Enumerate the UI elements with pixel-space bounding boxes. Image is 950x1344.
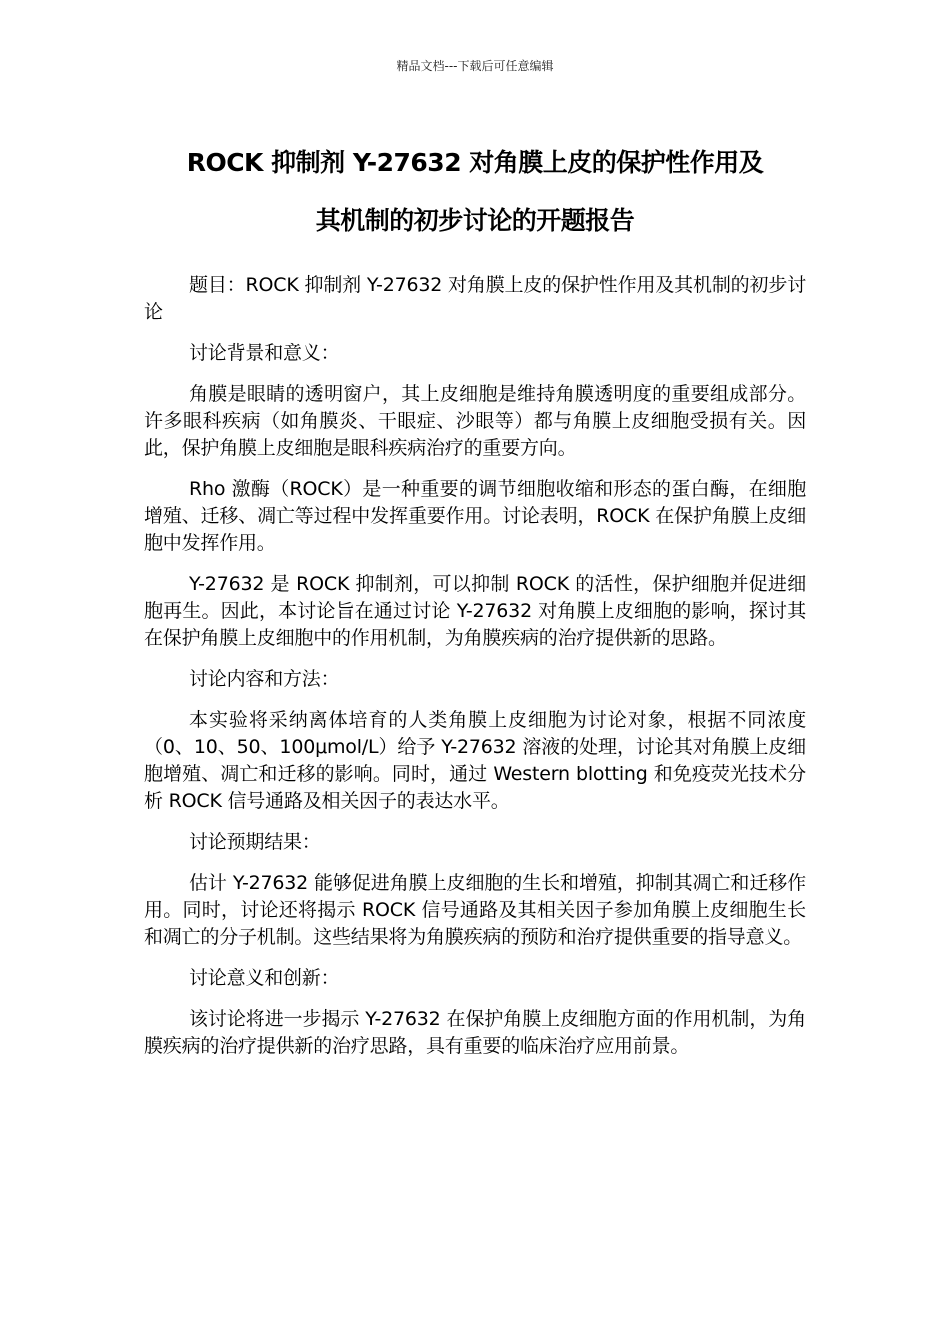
- section-heading-methods: 讨论内容和方法：: [189, 668, 340, 690]
- significance-paragraph: 该讨论将进一步揭示 Y-27632 在保护角膜上皮细胞方面的作用机制，为角膜疾病的治疗提供新的治疗思路，具有重要的临床治疗应用前景。: [144, 1008, 806, 1057]
- section-heading-expected-results: 讨论预期结果：: [189, 831, 321, 853]
- topic-paragraph: 题目：ROCK 抑制剂 Y-27632 对角膜上皮的保护性作用及其机制的初步讨论: [144, 274, 806, 323]
- title-line-1: ROCK 抑制剂 Y-27632 对角膜上皮的保护性作用及: [186, 148, 764, 177]
- header-note: 精品文档---下载后可任意编辑: [396, 59, 554, 73]
- expected-results-paragraph: 估计 Y-27632 能够促进角膜上皮细胞的生长和增殖，抑制其凋亡和迁移作用。同时，讨论还将揭示 ROCK 信号通路及其相关因子参加角膜上皮细胞生长和凋亡的分子机制。这些结果将为角膜疾病的预防和治疗提供重要的指导意义。: [144, 872, 806, 948]
- background-paragraph-1: 角膜是眼睛的透明窗户，其上皮细胞是维持角膜透明度的重要组成部分。许多眼科疾病（如角膜炎、干眼症、沙眼等）都与角膜上皮细胞受损有关。因此，保护角膜上皮细胞是眼科疾病治疗的重要方向。: [144, 383, 806, 459]
- background-paragraph-2: Rho 激酶（ROCK）是一种重要的调节细胞收缩和形态的蛋白酶，在细胞增殖、迁移、凋亡等过程中发挥重要作用。讨论表明，ROCK 在保护角膜上皮细胞中发挥作用。: [144, 478, 806, 554]
- title-line-2: 其机制的初步讨论的开题报告: [315, 206, 635, 235]
- section-heading-background: 讨论背景和意义：: [189, 342, 340, 364]
- document-body: [144, 272, 806, 1074]
- methods-paragraph: 本实验将采纳离体培育的人类角膜上皮细胞为讨论对象，根据不同浓度（0、10、50、100μmol/L）给予 Y-27632 溶液的处理，讨论其对角膜上皮细胞增殖、凋亡和迁移的影响。同时，通过 Western blotting 和免疫荧光技术分析 ROCK 信号通路及相关因子的表达水平。: [144, 709, 806, 812]
- section-heading-significance: 讨论意义和创新：: [189, 967, 340, 989]
- document-title: [100, 134, 850, 250]
- background-paragraph-3: Y-27632 是 ROCK 抑制剂，可以抑制 ROCK 的活性，保护细胞并促进细胞再生。因此，本讨论旨在通过讨论 Y-27632 对角膜上皮细胞的影响，探讨其在保护角膜上皮细胞中的作用机制，为角膜疾病的治疗提供新的思路。: [144, 573, 806, 649]
